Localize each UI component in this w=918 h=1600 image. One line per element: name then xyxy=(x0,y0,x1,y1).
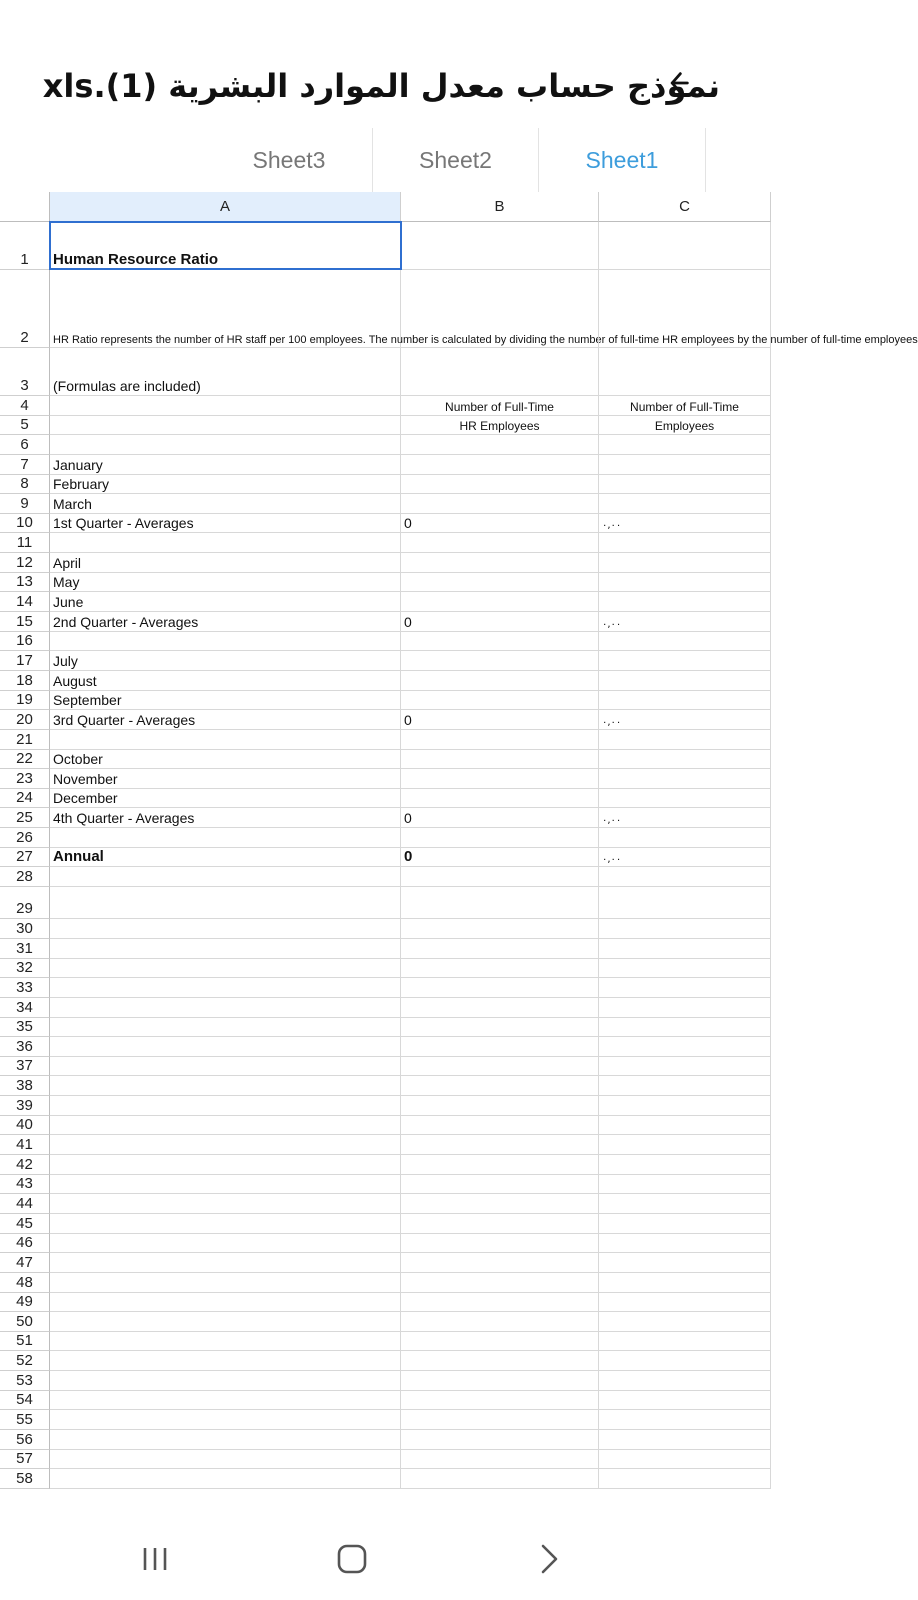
cell-c27[interactable]: ٠,٠٠ xyxy=(599,848,771,868)
cell-c33[interactable] xyxy=(599,978,771,998)
cell-a16[interactable] xyxy=(50,632,401,652)
cell-a46[interactable] xyxy=(50,1234,401,1254)
cell-c38[interactable] xyxy=(599,1076,771,1096)
cell-b47[interactable] xyxy=(401,1253,599,1273)
cell-b18[interactable] xyxy=(401,671,599,691)
cell-c50[interactable] xyxy=(599,1312,771,1332)
cell-b5[interactable]: HR Employees xyxy=(401,416,599,436)
cell-c11[interactable] xyxy=(599,533,771,553)
row-header[interactable]: 55 xyxy=(0,1410,50,1430)
cell-a12[interactable]: April xyxy=(50,553,401,573)
cell-b15[interactable]: 0 xyxy=(401,612,599,632)
cell-a3[interactable]: (Formulas are included) xyxy=(50,348,401,396)
row-header[interactable]: 28 xyxy=(0,867,50,887)
cell-a5[interactable] xyxy=(50,416,401,436)
system-nav-bar xyxy=(0,1516,720,1600)
cell-b57[interactable] xyxy=(401,1450,599,1470)
cell-c47[interactable] xyxy=(599,1253,771,1273)
row-header[interactable]: 32 xyxy=(0,959,50,979)
row-header[interactable]: 43 xyxy=(0,1175,50,1195)
cell-b42[interactable] xyxy=(401,1155,599,1175)
cell-b56[interactable] xyxy=(401,1430,599,1450)
cell-a45[interactable] xyxy=(50,1214,401,1234)
cell-a11[interactable] xyxy=(50,533,401,553)
row-header[interactable]: 33 xyxy=(0,978,50,998)
cell-c46[interactable] xyxy=(599,1234,771,1254)
cell-b17[interactable] xyxy=(401,651,599,671)
cell-c56[interactable] xyxy=(599,1430,771,1450)
cell-a10[interactable]: 1st Quarter - Averages xyxy=(50,514,401,534)
row-header[interactable]: 38 xyxy=(0,1076,50,1096)
cell-c19[interactable] xyxy=(599,691,771,711)
top-app-bar xyxy=(0,0,720,129)
cell-c8[interactable] xyxy=(599,475,771,495)
cell-b38[interactable] xyxy=(401,1076,599,1096)
cell-c41[interactable] xyxy=(599,1135,771,1155)
row-header[interactable]: 13 xyxy=(0,573,50,593)
cell-a6[interactable] xyxy=(50,435,401,455)
cell-b14[interactable] xyxy=(401,592,599,612)
cell-c32[interactable] xyxy=(599,959,771,979)
cell-c52[interactable] xyxy=(599,1351,771,1371)
row-header[interactable]: 50 xyxy=(0,1312,50,1332)
row-header[interactable]: 44 xyxy=(0,1194,50,1214)
forward-icon[interactable] xyxy=(526,1536,572,1582)
cell-a34[interactable] xyxy=(50,998,401,1018)
cell-a23[interactable]: November xyxy=(50,769,401,789)
row-header[interactable]: 5 xyxy=(0,416,50,436)
select-all-corner[interactable] xyxy=(0,192,50,222)
cell-a17[interactable]: July xyxy=(50,651,401,671)
cell-b44[interactable] xyxy=(401,1194,599,1214)
cell-b27[interactable]: 0 xyxy=(401,848,599,868)
cell-c40[interactable] xyxy=(599,1116,771,1136)
cell-a31[interactable] xyxy=(50,939,401,959)
cell-a14[interactable]: June xyxy=(50,592,401,612)
cell-c51[interactable] xyxy=(599,1332,771,1352)
row-header[interactable]: 20 xyxy=(0,710,50,730)
cell-c35[interactable] xyxy=(599,1018,771,1038)
cell-a33[interactable] xyxy=(50,978,401,998)
cell-a36[interactable] xyxy=(50,1037,401,1057)
cell-a21[interactable] xyxy=(50,730,401,750)
row-header[interactable]: 22 xyxy=(0,750,50,770)
cell-c43[interactable] xyxy=(599,1175,771,1195)
row-header[interactable]: 14 xyxy=(0,592,50,612)
cell-b52[interactable] xyxy=(401,1351,599,1371)
cell-b49[interactable] xyxy=(401,1293,599,1313)
cell-b12[interactable] xyxy=(401,553,599,573)
row-header[interactable]: 51 xyxy=(0,1332,50,1352)
column-header-b[interactable]: B xyxy=(401,192,599,222)
cell-c23[interactable] xyxy=(599,769,771,789)
cell-a41[interactable] xyxy=(50,1135,401,1155)
row-header[interactable]: 31 xyxy=(0,939,50,959)
cell-b22[interactable] xyxy=(401,750,599,770)
home-icon[interactable] xyxy=(329,1536,375,1582)
row-header[interactable]: 9 xyxy=(0,494,50,514)
cell-c58[interactable] xyxy=(599,1469,771,1489)
cell-a53[interactable] xyxy=(50,1371,401,1391)
cell-a2[interactable]: HR Ratio represents the number of HR staff per 100 employees. The number is calculated by dividing the number of full-time HR employees by the number of full-time employees xyxy=(50,270,401,348)
cell-a19[interactable]: September xyxy=(50,691,401,711)
cell-a38[interactable] xyxy=(50,1076,401,1096)
cell-b7[interactable] xyxy=(401,455,599,475)
cell-b10[interactable]: 0 xyxy=(401,514,599,534)
cell-b46[interactable] xyxy=(401,1234,599,1254)
cell-a52[interactable] xyxy=(50,1351,401,1371)
cell-c49[interactable] xyxy=(599,1293,771,1313)
cell-a48[interactable] xyxy=(50,1273,401,1293)
spreadsheet-grid[interactable] xyxy=(0,222,918,1514)
cell-c45[interactable] xyxy=(599,1214,771,1234)
cell-c29[interactable] xyxy=(599,887,771,919)
cell-a20[interactable]: 3rd Quarter - Averages xyxy=(50,710,401,730)
row-header[interactable]: 49 xyxy=(0,1293,50,1313)
row-header[interactable]: 53 xyxy=(0,1371,50,1391)
cell-b9[interactable] xyxy=(401,494,599,514)
cell-c48[interactable] xyxy=(599,1273,771,1293)
cell-c30[interactable] xyxy=(599,919,771,939)
cell-b29[interactable] xyxy=(401,887,599,919)
row-header[interactable]: 15 xyxy=(0,612,50,632)
row-header[interactable]: 24 xyxy=(0,789,50,809)
cell-a43[interactable] xyxy=(50,1175,401,1195)
cell-a29[interactable] xyxy=(50,887,401,919)
cell-b11[interactable] xyxy=(401,533,599,553)
row-header[interactable]: 36 xyxy=(0,1037,50,1057)
row-header[interactable]: 41 xyxy=(0,1135,50,1155)
cell-a55[interactable] xyxy=(50,1410,401,1430)
cell-a4[interactable] xyxy=(50,396,401,416)
cell-c21[interactable] xyxy=(599,730,771,750)
cell-a1[interactable]: Human Resource Ratio xyxy=(50,222,401,270)
row-header[interactable]: 30 xyxy=(0,919,50,939)
cell-a7[interactable]: January xyxy=(50,455,401,475)
cell-c1[interactable] xyxy=(599,222,771,270)
cell-c13[interactable] xyxy=(599,573,771,593)
cell-c15[interactable]: ٠,٠٠ xyxy=(599,612,771,632)
cell-a9[interactable]: March xyxy=(50,494,401,514)
cell-b39[interactable] xyxy=(401,1096,599,1116)
cell-b58[interactable] xyxy=(401,1469,599,1489)
tab-divider xyxy=(705,128,706,192)
cell-b51[interactable] xyxy=(401,1332,599,1352)
cell-c7[interactable] xyxy=(599,455,771,475)
row-header[interactable]: 27 xyxy=(0,848,50,868)
cell-a26[interactable] xyxy=(50,828,401,848)
cell-a57[interactable] xyxy=(50,1450,401,1470)
row-header[interactable]: 17 xyxy=(0,651,50,671)
row-header[interactable]: 42 xyxy=(0,1155,50,1175)
cell-a30[interactable] xyxy=(50,919,401,939)
row-header[interactable]: 29 xyxy=(0,887,50,919)
cell-c22[interactable] xyxy=(599,750,771,770)
row-header[interactable]: 39 xyxy=(0,1096,50,1116)
document-title: نموذج حساب معدل الموارد البشرية (1).xls xyxy=(42,67,720,105)
cell-a54[interactable] xyxy=(50,1391,401,1411)
row-header[interactable]: 19 xyxy=(0,691,50,711)
row-header[interactable]: 12 xyxy=(0,553,50,573)
cell-c31[interactable] xyxy=(599,939,771,959)
cell-b6[interactable] xyxy=(401,435,599,455)
cell-c36[interactable] xyxy=(599,1037,771,1057)
cell-a32[interactable] xyxy=(50,959,401,979)
cell-b43[interactable] xyxy=(401,1175,599,1195)
row-header[interactable]: 7 xyxy=(0,455,50,475)
cell-c25[interactable]: ٠,٠٠ xyxy=(599,808,771,828)
cell-b20[interactable]: 0 xyxy=(401,710,599,730)
row-header[interactable]: 18 xyxy=(0,671,50,691)
cell-c4[interactable]: Number of Full-Time xyxy=(599,396,771,416)
cell-c37[interactable] xyxy=(599,1057,771,1077)
row-header[interactable]: 54 xyxy=(0,1391,50,1411)
tab-sheet1[interactable]: Sheet1 xyxy=(585,147,659,173)
cell-b16[interactable] xyxy=(401,632,599,652)
cell-c3[interactable] xyxy=(599,348,771,396)
cell-c16[interactable] xyxy=(599,632,771,652)
cell-b24[interactable] xyxy=(401,789,599,809)
cell-b53[interactable] xyxy=(401,1371,599,1391)
cell-b21[interactable] xyxy=(401,730,599,750)
cell-a47[interactable] xyxy=(50,1253,401,1273)
cell-a44[interactable] xyxy=(50,1194,401,1214)
row-header[interactable]: 48 xyxy=(0,1273,50,1293)
cell-b23[interactable] xyxy=(401,769,599,789)
cell-c42[interactable] xyxy=(599,1155,771,1175)
cell-a18[interactable]: August xyxy=(50,671,401,691)
recent-apps-icon[interactable] xyxy=(132,1536,178,1582)
cell-c34[interactable] xyxy=(599,998,771,1018)
cell-c44[interactable] xyxy=(599,1194,771,1214)
cell-a24[interactable]: December xyxy=(50,789,401,809)
cell-b2[interactable] xyxy=(401,270,599,348)
row-header[interactable]: 26 xyxy=(0,828,50,848)
row-header[interactable]: 35 xyxy=(0,1018,50,1038)
cell-c53[interactable] xyxy=(599,1371,771,1391)
cell-b13[interactable] xyxy=(401,573,599,593)
cell-c5[interactable]: Employees xyxy=(599,416,771,436)
cell-c17[interactable] xyxy=(599,651,771,671)
row-header[interactable]: 10 xyxy=(0,514,50,534)
cell-b40[interactable] xyxy=(401,1116,599,1136)
cell-b37[interactable] xyxy=(401,1057,599,1077)
column-header-a[interactable]: A xyxy=(50,192,401,222)
cell-b25[interactable]: 0 xyxy=(401,808,599,828)
column-header-c[interactable]: C xyxy=(599,192,771,222)
cell-b45[interactable] xyxy=(401,1214,599,1234)
row-header[interactable]: 34 xyxy=(0,998,50,1018)
cell-c39[interactable] xyxy=(599,1096,771,1116)
back-arrow-icon[interactable] xyxy=(664,69,692,97)
cell-b26[interactable] xyxy=(401,828,599,848)
row-header[interactable]: 1 xyxy=(0,222,50,270)
cell-b48[interactable] xyxy=(401,1273,599,1293)
cell-b31[interactable] xyxy=(401,939,599,959)
cell-c57[interactable] xyxy=(599,1450,771,1470)
row-header[interactable]: 47 xyxy=(0,1253,50,1273)
cell-b8[interactable] xyxy=(401,475,599,495)
row-header[interactable]: 56 xyxy=(0,1430,50,1450)
cell-a22[interactable]: October xyxy=(50,750,401,770)
cell-b50[interactable] xyxy=(401,1312,599,1332)
row-header[interactable]: 6 xyxy=(0,435,50,455)
cell-c6[interactable] xyxy=(599,435,771,455)
cell-c2[interactable] xyxy=(599,270,771,348)
row-header[interactable]: 52 xyxy=(0,1351,50,1371)
row-header[interactable]: 4 xyxy=(0,396,50,416)
cell-a37[interactable] xyxy=(50,1057,401,1077)
tab-sheet3[interactable]: Sheet3 xyxy=(252,147,326,173)
row-header[interactable]: 37 xyxy=(0,1057,50,1077)
row-header[interactable]: 40 xyxy=(0,1116,50,1136)
cell-b3[interactable] xyxy=(401,348,599,396)
cell-a13[interactable]: May xyxy=(50,573,401,593)
row-header[interactable]: 21 xyxy=(0,730,50,750)
cell-c14[interactable] xyxy=(599,592,771,612)
cell-a25[interactable]: 4th Quarter - Averages xyxy=(50,808,401,828)
cell-b19[interactable] xyxy=(401,691,599,711)
sheet-tab-bar xyxy=(0,128,720,192)
tab-sheet2[interactable]: Sheet2 xyxy=(419,147,492,173)
cell-b55[interactable] xyxy=(401,1410,599,1430)
cell-b4[interactable]: Number of Full-Time xyxy=(401,396,599,416)
cell-c10[interactable]: ٠,٠٠ xyxy=(599,514,771,534)
row-header[interactable]: 57 xyxy=(0,1450,50,1470)
cell-a56[interactable] xyxy=(50,1430,401,1450)
cell-a58[interactable] xyxy=(50,1469,401,1489)
row-header[interactable]: 46 xyxy=(0,1234,50,1254)
cell-c12[interactable] xyxy=(599,553,771,573)
row-header[interactable]: 2 xyxy=(0,270,50,348)
cell-a28[interactable] xyxy=(50,867,401,887)
cell-a42[interactable] xyxy=(50,1155,401,1175)
row-header[interactable]: 45 xyxy=(0,1214,50,1234)
cell-c28[interactable] xyxy=(599,867,771,887)
cell-a15[interactable]: 2nd Quarter - Averages xyxy=(50,612,401,632)
cell-b54[interactable] xyxy=(401,1391,599,1411)
cell-a39[interactable] xyxy=(50,1096,401,1116)
cell-c24[interactable] xyxy=(599,789,771,809)
cell-b35[interactable] xyxy=(401,1018,599,1038)
cell-b32[interactable] xyxy=(401,959,599,979)
cell-b28[interactable] xyxy=(401,867,599,887)
cell-a50[interactable] xyxy=(50,1312,401,1332)
row-header[interactable]: 8 xyxy=(0,475,50,495)
row-header[interactable]: 16 xyxy=(0,632,50,652)
row-header[interactable]: 25 xyxy=(0,808,50,828)
cell-b34[interactable] xyxy=(401,998,599,1018)
cell-c55[interactable] xyxy=(599,1410,771,1430)
cell-b36[interactable] xyxy=(401,1037,599,1057)
cell-a35[interactable] xyxy=(50,1018,401,1038)
cell-b30[interactable] xyxy=(401,919,599,939)
cell-c9[interactable] xyxy=(599,494,771,514)
cell-c18[interactable] xyxy=(599,671,771,691)
row-header[interactable]: 58 xyxy=(0,1469,50,1489)
cell-b41[interactable] xyxy=(401,1135,599,1155)
cell-a51[interactable] xyxy=(50,1332,401,1352)
row-header[interactable]: 3 xyxy=(0,348,50,396)
cell-c20[interactable]: ٠,٠٠ xyxy=(599,710,771,730)
cell-c54[interactable] xyxy=(599,1391,771,1411)
row-header[interactable]: 11 xyxy=(0,533,50,553)
cell-a49[interactable] xyxy=(50,1293,401,1313)
cell-b33[interactable] xyxy=(401,978,599,998)
row-header[interactable]: 23 xyxy=(0,769,50,789)
cell-c26[interactable] xyxy=(599,828,771,848)
cell-b1[interactable] xyxy=(401,222,599,270)
cell-a27[interactable]: Annual xyxy=(50,848,401,868)
cell-a40[interactable] xyxy=(50,1116,401,1136)
cell-a8[interactable]: February xyxy=(50,475,401,495)
